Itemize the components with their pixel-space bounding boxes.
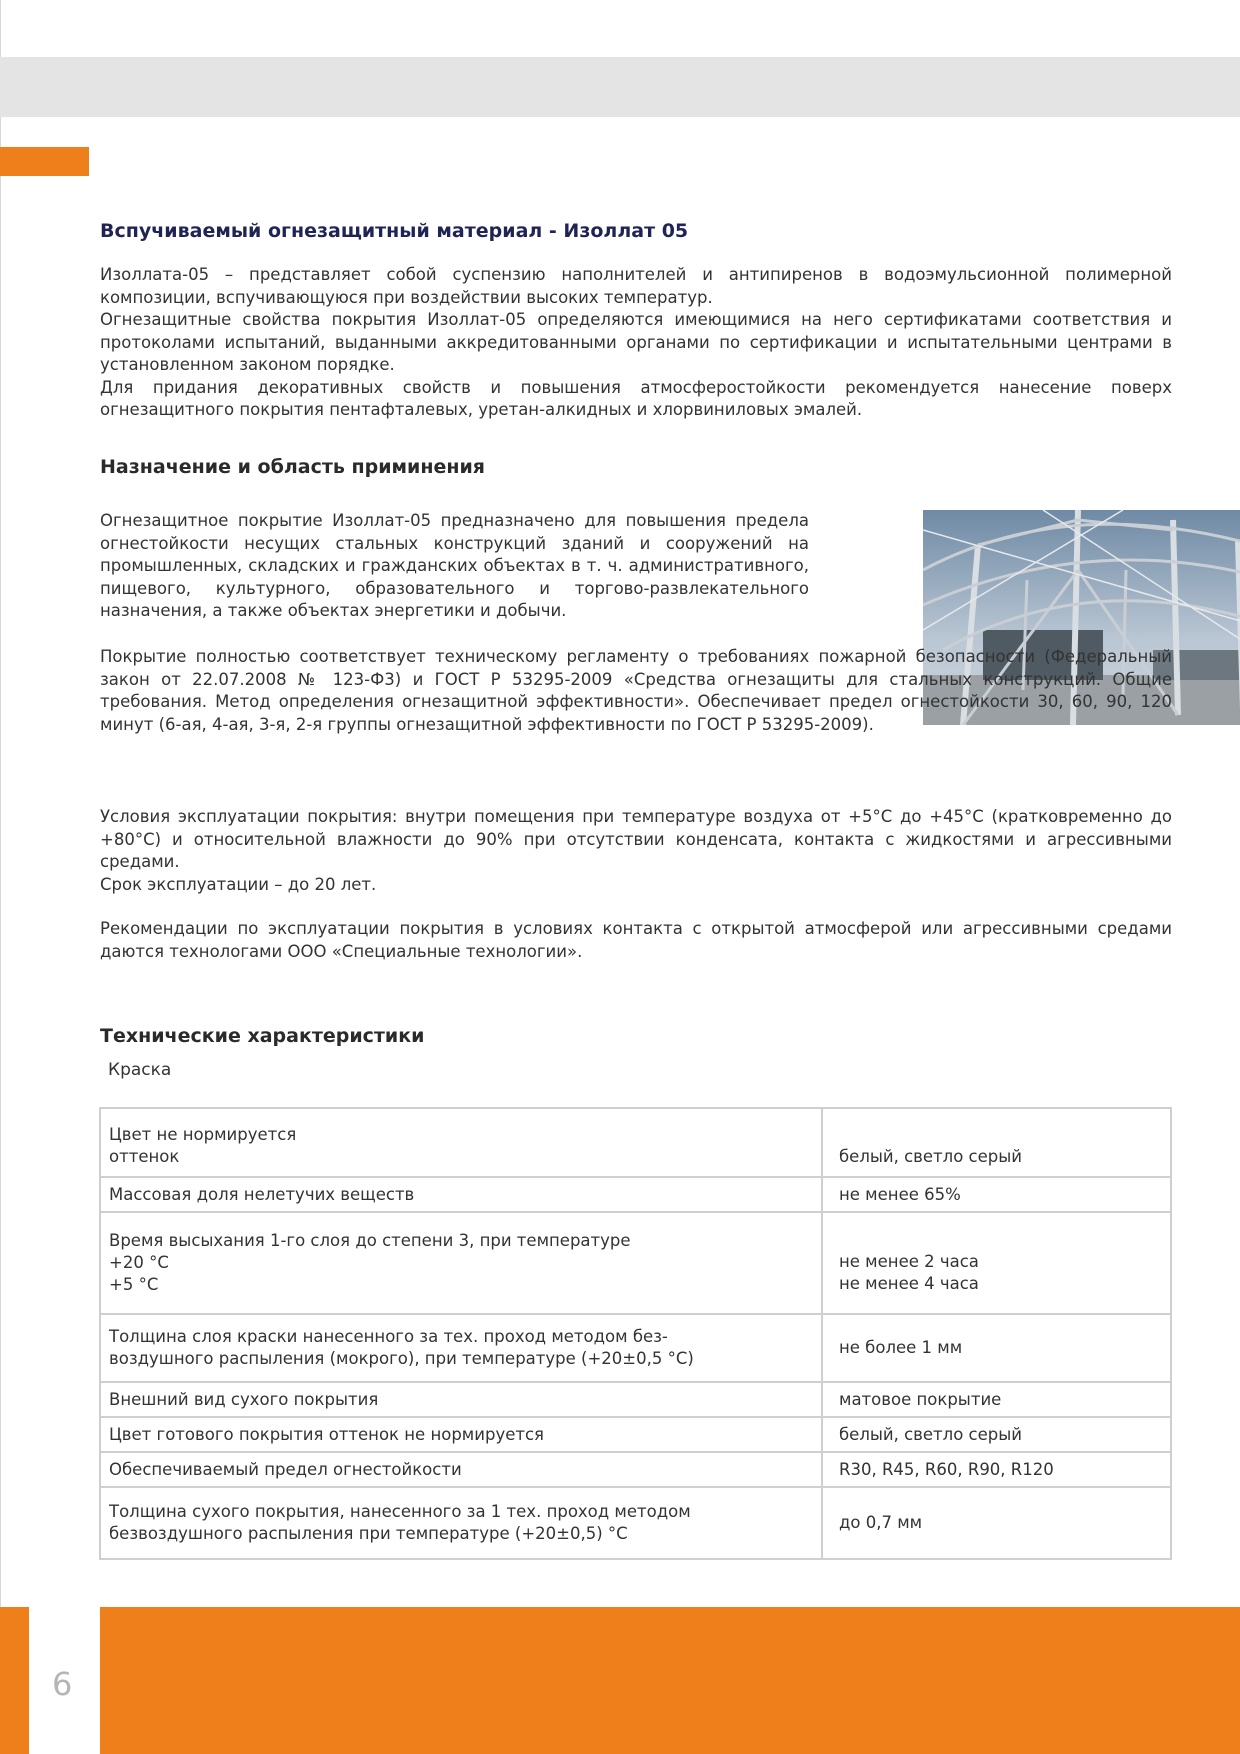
specs-table — [99, 1107, 1172, 1560]
table-label: Краска — [108, 1060, 172, 1080]
table-row — [100, 1212, 1171, 1314]
table-row — [100, 1487, 1171, 1559]
spec-value-text: белый, светло серый — [839, 1147, 1023, 1166]
purpose-text-1: Огнезащитное покрытие Изоллат-05 предназначено для повышения предела огнестойкости несущих стальных конструкций зданий и сооружений на промышленных, складских и гражданских объектах в т. ч. административного, пищевого, культурного, образовательного и торгово-развлекательного назначения, а также объектах энергетики и добычи. — [100, 511, 809, 620]
spec-name: Массовая доля нелетучих веществ — [100, 1177, 822, 1212]
intro-paragraph: Изоллата-05 – представляет собой суспензию наполнителей и антипиренов в водоэмульсионной полимерной композиции, вспучивающуюся при воздействии высоких температур. — [100, 265, 1172, 307]
intro-paragraph: Огнезащитные свойства покрытия Изоллат-05 определяются имеющимися на него сертификатами соответствия и протоколами испытаний, выданными аккредитованными органами по сертификации и испытательными центрами в установленном законом порядке. — [100, 310, 1172, 374]
spec-value — [822, 1108, 1171, 1177]
conditions-paragraph: Условия эксплуатации покрытия: внутри помещения при температуре воздуха от +5°С до +45°С (кратковременно до +80°С) и относительной влажности до 90% при отсутствии конденсата, контакта с жидкостями и агрессивными средами. — [100, 807, 1172, 871]
spec-value: белый, светло серый — [822, 1417, 1171, 1452]
page-number: 6 — [52, 1665, 73, 1703]
spec-name — [100, 1487, 822, 1559]
recommendation-block — [100, 918, 1172, 963]
purpose-paragraph-2 — [100, 646, 1172, 736]
table-row — [100, 1452, 1171, 1487]
spec-value: матовое покрытие — [822, 1382, 1171, 1417]
conditions-block — [100, 806, 1172, 896]
table-row — [100, 1417, 1171, 1452]
spec-value: не менее 65% — [822, 1177, 1171, 1212]
intro-block — [100, 264, 1172, 422]
table-row — [100, 1108, 1171, 1177]
footer-band — [100, 1607, 1240, 1754]
footer-accent-left — [0, 1607, 29, 1754]
table-row — [100, 1382, 1171, 1417]
spec-name-line: +20 °С — [109, 1253, 169, 1272]
specs-heading: Технические характеристики — [100, 1025, 425, 1047]
spec-name-line: Время высыхания 1-го слоя до степени 3, при температуре — [109, 1231, 631, 1250]
spec-name — [100, 1108, 822, 1177]
header-band — [0, 57, 1240, 117]
spec-name-line: безвоздушного распыления при температуре (+20±0,5) °С — [109, 1524, 628, 1543]
page-left-edge — [0, 0, 1, 1754]
purpose-text-2: Покрытие полностью соответствует техническому регламенту о требованиях пожарной безопасности (Федеральный закон от 22.07.2008 № 123-Ф3) и ГОСТ Р 53295-2009 «Средства огнезащиты для стальных конструкций. Общие требования. Метод определения огнезащитной эффективности». Обеспечивает предел огнестойкости 30, 60, 90, 120 минут (6-ая, 4-ая, 3-я, 2-я группы огнезащитной эффективности по ГОСТ Р 53295-2009). — [100, 647, 1172, 734]
spec-name-line: Цвет не нормируется — [109, 1124, 297, 1144]
spec-name-line: воздушного распыления (мокрого), при температуре (+20±0,5 °С) — [109, 1349, 694, 1368]
spec-value-line: не менее 2 часа — [839, 1252, 979, 1271]
spec-value — [822, 1212, 1171, 1314]
spec-name — [100, 1314, 822, 1382]
spec-name: Обеспечиваемый предел огнестойкости — [100, 1452, 822, 1487]
intro-paragraph: Для придания декоративных свойств и повышения атмосферостойкости рекомендуется нанесение поверх огнезащитного покрытия пентафталевых, уретан-алкидных и хлорвиниловых эмалей. — [100, 377, 1172, 419]
table-row — [100, 1314, 1171, 1382]
table-row — [100, 1177, 1171, 1212]
spec-name-line: Толщина слоя краски нанесенного за тех. проход методом без- — [109, 1327, 668, 1346]
spec-name-line: Толщина сухого покрытия, нанесенного за 1 тех. проход методом — [109, 1502, 691, 1521]
main-heading: Вспучиваемый огнезащитный материал - Изоллат 05 — [100, 220, 689, 242]
spec-value: до 0,7 мм — [822, 1487, 1171, 1559]
accent-tab — [0, 147, 89, 176]
spec-value: не более 1 мм — [822, 1314, 1171, 1382]
spec-value: R30, R45, R60, R90, R120 — [822, 1452, 1171, 1487]
spec-name — [100, 1212, 822, 1314]
spec-name: Внешний вид сухого покрытия — [100, 1382, 822, 1417]
spec-name: Цвет готового покрытия оттенок не нормируется — [100, 1417, 822, 1452]
spec-name-line: оттенок — [109, 1146, 180, 1166]
spec-name-line: +5 °С — [109, 1275, 159, 1294]
spec-value-line: не менее 4 часа — [839, 1274, 979, 1293]
recommendation-paragraph: Рекомендации по эксплуатации покрытия в условиях контакта с открытой атмосферой или агрессивными средами даются технологами ООО «Специальные технологии». — [100, 919, 1172, 961]
purpose-heading: Назначение и область приминения — [100, 456, 486, 478]
service-life: Срок эксплуатации – до 20 лет. — [100, 874, 377, 894]
purpose-paragraph-1 — [100, 510, 809, 623]
